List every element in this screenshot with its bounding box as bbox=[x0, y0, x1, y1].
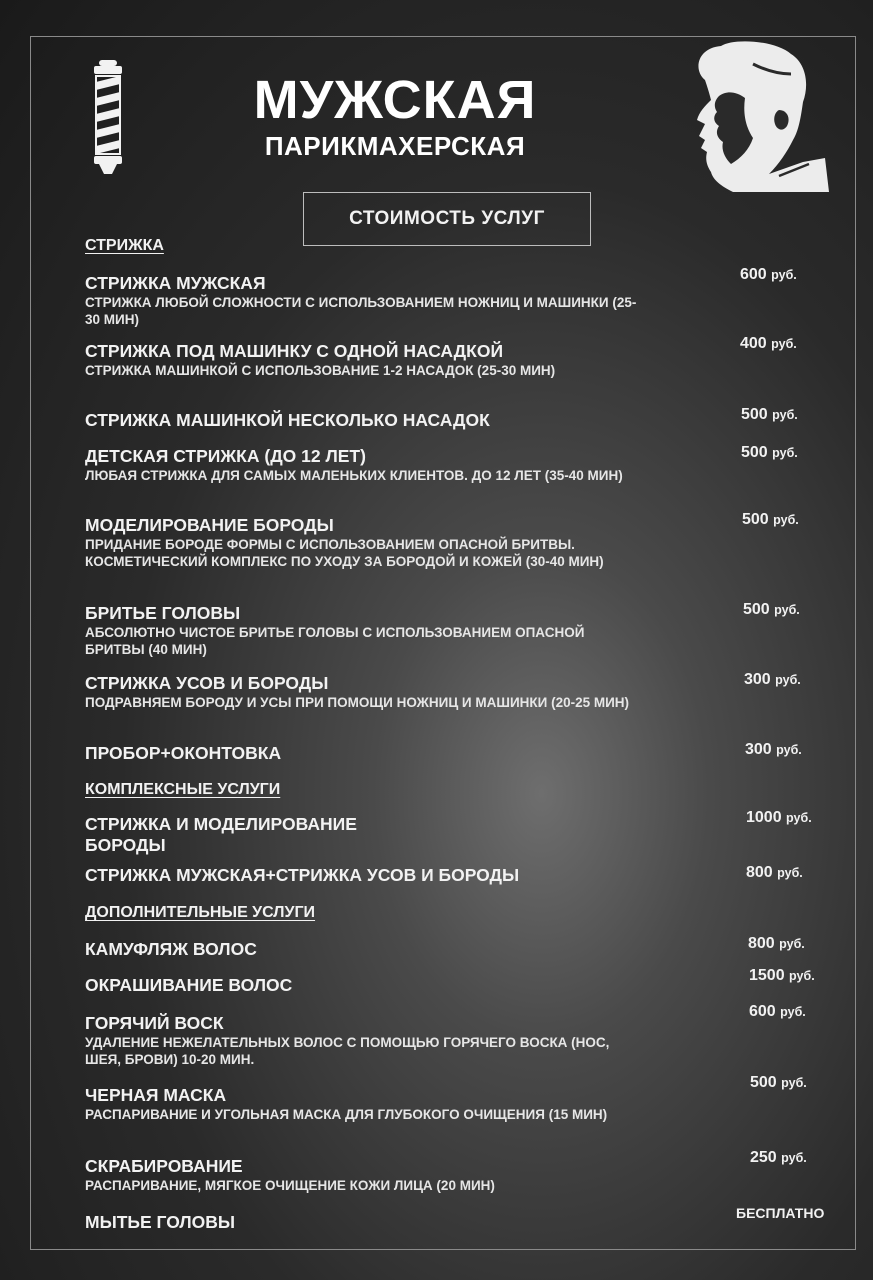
list-item bbox=[85, 865, 685, 886]
service-name: СТРИЖКА МУЖСКАЯ+СТРИЖКА УСОВ И БОРОДЫ bbox=[85, 865, 520, 885]
list-item bbox=[85, 814, 415, 856]
service-price: 600 руб. bbox=[740, 266, 797, 283]
service-desc: АБСОЛЮТНО ЧИСТОЕ БРИТЬЕ ГОЛОВЫ С ИСПОЛЬЗОВАНИЕМ ОПАСНОЙ БРИТВЫ (40 МИН) bbox=[85, 625, 585, 657]
service-price-free: БЕСПЛАТНО bbox=[736, 1205, 825, 1221]
barber-pole-icon bbox=[86, 60, 130, 175]
list-item bbox=[85, 273, 645, 328]
list-item bbox=[85, 515, 645, 570]
list-item bbox=[85, 1212, 645, 1233]
service-price: 500 руб. bbox=[741, 406, 798, 423]
list-item bbox=[85, 673, 645, 711]
service-price: 500 руб. bbox=[741, 444, 798, 461]
list-item bbox=[85, 341, 645, 379]
service-name: ОКРАШИВАНИЕ ВОЛОС bbox=[85, 975, 293, 995]
service-name: БРИТЬЕ ГОЛОВЫ bbox=[85, 603, 241, 623]
service-name: ГОРЯЧИЙ ВОСК bbox=[85, 1013, 224, 1033]
service-price: 800 руб. bbox=[748, 935, 805, 952]
service-desc: УДАЛЕНИЕ НЕЖЕЛАТЕЛЬНЫХ ВОЛОС С ПОМОЩЬЮ ГОРЯЧЕГО ВОСКА (НОС, ШЕЯ, БРОВИ) 10-20 МИН. bbox=[85, 1035, 610, 1067]
service-name: ЧЕРНАЯ МАСКА bbox=[85, 1085, 227, 1105]
service-price: 1000 руб. bbox=[746, 809, 812, 826]
page-subtitle: ПАРИКМАХЕРСКАЯ bbox=[264, 131, 526, 161]
list-item bbox=[85, 446, 645, 484]
section-title-complex: КОМПЛЕКСНЫЕ УСЛУГИ bbox=[85, 781, 281, 798]
service-name: МЫТЬЕ ГОЛОВЫ bbox=[85, 1212, 236, 1232]
list-item bbox=[85, 939, 645, 960]
list-item bbox=[85, 1085, 645, 1123]
service-desc: СТРИЖКА МАШИНКОЙ С ИСПОЛЬЗОВАНИЕ 1-2 НАСАДОК (25-30 МИН) bbox=[85, 363, 556, 378]
list-item bbox=[85, 410, 645, 431]
service-price: 300 руб. bbox=[744, 671, 801, 688]
service-name: МОДЕЛИРОВАНИЕ БОРОДЫ bbox=[85, 515, 334, 535]
section-title-extra: ДОПОЛНИТЕЛЬНЫЕ УСЛУГИ bbox=[85, 904, 316, 921]
service-price: 600 руб. bbox=[749, 1003, 806, 1020]
service-price: 800 руб. bbox=[746, 864, 803, 881]
service-price: 1500 руб. bbox=[749, 967, 815, 984]
service-desc: ПРИДАНИЕ БОРОДЕ ФОРМЫ С ИСПОЛЬЗОВАНИЕМ ОПАСНОЙ БРИТВЫ. КОСМЕТИЧЕСКИЙ КОМПЛЕКС ПО УХОДУ ЗА БОРОДОЙ И КОЖЕЙ (30-40 МИН) bbox=[85, 537, 604, 569]
service-price: 500 руб. bbox=[742, 511, 799, 528]
service-name: ПРОБОР+ОКОНТОВКА bbox=[85, 743, 282, 763]
service-desc: РАСПАРИВАНИЕ, МЯГКОЕ ОЧИЩЕНИЕ КОЖИ ЛИЦА (20 МИН) bbox=[85, 1178, 495, 1193]
page-title: МУЖСКАЯ bbox=[253, 70, 537, 130]
service-desc: ПОДРАВНЯЕМ БОРОДУ И УСЫ ПРИ ПОМОЩИ НОЖНИЦ И МАШИНКИ (20-25 МИН) bbox=[85, 695, 630, 710]
service-price: 400 руб. bbox=[740, 335, 797, 352]
service-name: СТРИЖКА И МОДЕЛИРОВАНИЕ БОРОДЫ bbox=[85, 814, 357, 855]
service-desc: РАСПАРИВАНИЕ И УГОЛЬНАЯ МАСКА ДЛЯ ГЛУБОКОГО ОЧИЩЕНИЯ (15 МИН) bbox=[85, 1107, 608, 1122]
service-desc: ЛЮБАЯ СТРИЖКА ДЛЯ САМЫХ МАЛЕНЬКИХ КЛИЕНТОВ. ДО 12 ЛЕТ (35-40 МИН) bbox=[85, 468, 623, 483]
service-name: СТРИЖКА МАШИНКОЙ НЕСКОЛЬКО НАСАДОК bbox=[85, 410, 490, 430]
service-name: СТРИЖКА УСОВ И БОРОДЫ bbox=[85, 673, 329, 693]
service-price: 500 руб. bbox=[743, 601, 800, 618]
service-price: 300 руб. bbox=[745, 741, 802, 758]
section-title-haircut: СТРИЖКА bbox=[85, 237, 164, 254]
list-item bbox=[85, 743, 645, 764]
list-item bbox=[85, 1013, 645, 1068]
service-name: КАМУФЛЯЖ ВОЛОС bbox=[85, 939, 257, 959]
service-desc: СТРИЖКА ЛЮБОЙ СЛОЖНОСТИ С ИСПОЛЬЗОВАНИЕМ НОЖНИЦ И МАШИНКИ (25-30 МИН) bbox=[85, 295, 637, 327]
service-price: 250 руб. bbox=[750, 1149, 807, 1166]
service-name: СКРАБИРОВАНИЕ bbox=[85, 1156, 243, 1176]
list-item bbox=[85, 603, 645, 658]
service-name: СТРИЖКА МУЖСКАЯ bbox=[85, 273, 266, 293]
list-item bbox=[85, 1156, 645, 1194]
list-item bbox=[85, 975, 645, 996]
bearded-man-icon bbox=[683, 40, 831, 192]
service-name: СТРИЖКА ПОД МАШИНКУ С ОДНОЙ НАСАДКОЙ bbox=[85, 341, 504, 361]
service-name: ДЕТСКАЯ СТРИЖКА (ДО 12 ЛЕТ) bbox=[85, 446, 366, 466]
service-price: 500 руб. bbox=[750, 1074, 807, 1091]
price-heading: СТОИМОСТЬ УСЛУГ bbox=[303, 192, 591, 246]
